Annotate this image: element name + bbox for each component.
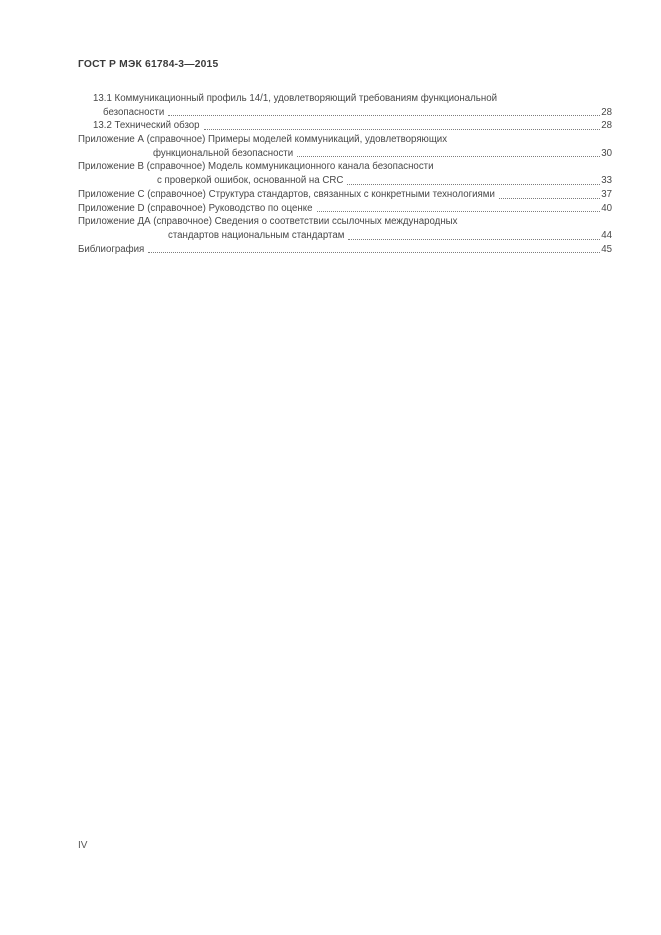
toc-entry-text: безопасности xyxy=(103,106,165,118)
toc-row xyxy=(78,147,612,161)
dot-leader xyxy=(204,129,601,130)
toc-entry-text: Приложение В (справочное) Модель коммуникационного канала безопасности xyxy=(78,161,434,173)
toc-entry-text: стандартов национальным стандартам xyxy=(168,229,345,241)
dot-leader xyxy=(168,115,600,116)
toc-entry-text: функциональной безопасности xyxy=(153,147,294,159)
toc-entry-text: 13.2 Технический обзор xyxy=(93,120,200,132)
dot-leader xyxy=(148,252,600,253)
dot-leader xyxy=(317,211,601,212)
table-of-contents xyxy=(78,92,612,256)
toc-row xyxy=(78,215,612,229)
toc-row xyxy=(78,92,612,106)
toc-entry-text: 13.1 Коммуникационный профиль 14/1, удовлетворяющий требованиям функциональной xyxy=(93,93,497,104)
toc-entry-text: Приложение ДА (справочное) Сведения о соответствии ссылочных международных xyxy=(78,216,458,228)
toc-page-number: 37 xyxy=(601,188,612,200)
toc-row xyxy=(78,133,612,147)
toc-row xyxy=(78,202,612,216)
dot-leader xyxy=(347,184,600,185)
toc-entry-text: с проверкой ошибок, основанной на CRC xyxy=(157,175,344,187)
dot-leader xyxy=(348,239,600,240)
toc-page-number: 33 xyxy=(601,175,612,187)
toc-row xyxy=(78,119,612,133)
toc-page-number: 28 xyxy=(601,106,612,118)
page-number-footer: IV xyxy=(78,840,88,851)
document-header-title: ГОСТ Р МЭК 61784-3—2015 xyxy=(78,59,219,70)
toc-row xyxy=(78,243,612,257)
toc-page-number: 44 xyxy=(601,229,612,241)
toc-entry-text: Приложение С (справочное) Структура стандартов, связанных с конкретными технологиями xyxy=(78,188,495,200)
toc-page-number: 40 xyxy=(601,202,612,214)
toc-row xyxy=(78,188,612,202)
dot-leader xyxy=(297,156,600,157)
toc-row xyxy=(78,106,612,120)
toc-page-number: 45 xyxy=(601,243,612,255)
toc-row xyxy=(78,174,612,188)
dot-leader xyxy=(499,198,600,199)
toc-page-number: 30 xyxy=(601,147,612,159)
toc-row xyxy=(78,160,612,174)
toc-page-number: 28 xyxy=(601,120,612,132)
toc-entry-text: Приложение D (справочное) Руководство по оценке xyxy=(78,202,313,214)
toc-entry-text: Библиография xyxy=(78,243,145,255)
toc-row xyxy=(78,229,612,243)
toc-entry-text: Приложение А (справочное) Примеры моделей коммуникаций, удовлетворяющих xyxy=(78,134,448,146)
